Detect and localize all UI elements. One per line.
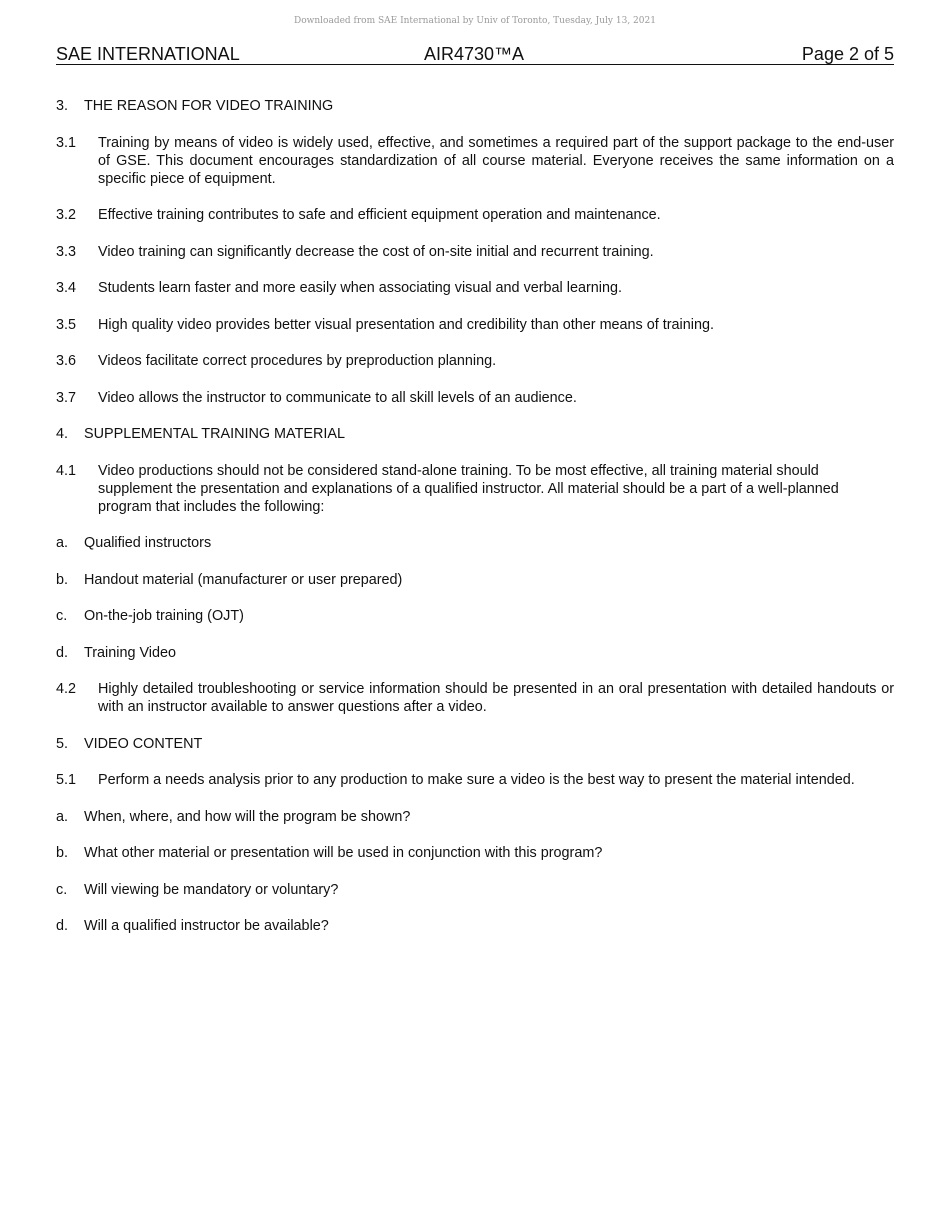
- section-heading: [56, 425, 894, 443]
- section-number: 3.: [56, 98, 69, 114]
- list-item-text: Will viewing be mandatory or voluntary?: [84, 881, 339, 898]
- list-item: [56, 808, 894, 826]
- paragraph-number: 3.6: [56, 353, 77, 369]
- list-item-letter: a.: [56, 808, 69, 825]
- paragraph-number: 3.7: [56, 389, 77, 406]
- paragraph-number: 3.1: [56, 134, 77, 151]
- paragraph-text: Videos facilitate correct procedures by preproduction planning.: [98, 353, 497, 369]
- paragraph-text: High quality video provides better visual presentation and credibility than other means of training.: [98, 316, 714, 333]
- list-item-text: On-the-job training (OJT): [84, 608, 244, 624]
- paragraph-number: 3.4: [56, 280, 77, 296]
- list-item-letter: c.: [56, 608, 68, 624]
- paragraph-text: Video productions should not be considered stand-alone training. To be most effective, all training material should supplement the presentation and explanations of a qualified instructor. All material should be a part of a well-planned program that includes the following:: [98, 462, 839, 515]
- paragraph-number: 3.2: [56, 207, 77, 223]
- list-item-text: Will a qualified instructor be available?: [84, 918, 329, 934]
- paragraph-number: 3.5: [56, 316, 77, 333]
- paragraph: [56, 462, 894, 516]
- list-item-text: When, where, and how will the program be shown?: [84, 808, 411, 825]
- list-item: [56, 917, 894, 935]
- paragraph: [56, 243, 894, 261]
- paragraph-text: Video allows the instructor to communicate to all skill levels of an audience.: [98, 389, 577, 406]
- section-heading: [56, 97, 894, 115]
- paragraph-number: 3.3: [56, 243, 77, 260]
- list-item-text: Handout material (manufacturer or user prepared): [84, 571, 403, 588]
- paragraph-text: Video training can significantly decrease the cost of on-site initial and recurrent training.: [98, 243, 654, 260]
- document-body: [56, 97, 894, 954]
- paragraph-text: Students learn faster and more easily when associating visual and verbal learning.: [98, 280, 622, 296]
- paragraph: [56, 316, 894, 334]
- paragraph: [56, 771, 894, 789]
- page-header: [56, 44, 894, 65]
- paragraph-text: Perform a needs analysis prior to any production to make sure a video is the best way to present the material intended.: [98, 772, 855, 788]
- paragraph: [56, 134, 894, 188]
- paragraph: [56, 352, 894, 370]
- paragraph-number: 4.2: [56, 681, 77, 697]
- header-page-number: Page 2 of 5: [801, 44, 894, 64]
- list-item-letter: d.: [56, 644, 69, 661]
- list-item: [56, 534, 894, 552]
- paragraph-number: 4.1: [56, 462, 77, 479]
- list-item: [56, 644, 894, 662]
- list-item-text: What other material or presentation will be used in conjunction with this program?: [84, 845, 603, 861]
- list-item-letter: a.: [56, 535, 69, 551]
- header-org: SAE INTERNATIONAL: [56, 44, 240, 64]
- list-item-letter: d.: [56, 918, 69, 934]
- paragraph-text: Effective training contributes to safe and efficient equipment operation and maintenance.: [98, 207, 661, 223]
- download-watermark: Downloaded from SAE International by Univ of Toronto, Tuesday, July 13, 2021: [294, 16, 656, 26]
- section-title: THE REASON FOR VIDEO TRAINING: [84, 98, 334, 114]
- section-number: 5.: [56, 735, 69, 752]
- paragraph: [56, 279, 894, 297]
- paragraph-number: 5.1: [56, 772, 77, 788]
- paragraph-text: Training by means of video is widely used, effective, and sometimes a required part of the support package to the end-user of GSE. This document encourages standardization of all course material. Everyone receives the same information on a specific piece of equipment.: [98, 134, 894, 187]
- header-doc-id: AIR4730™A: [424, 44, 525, 64]
- list-item: [56, 571, 894, 589]
- list-item-text: Training Video: [84, 644, 176, 661]
- paragraph: [56, 680, 894, 716]
- section-title: VIDEO CONTENT: [84, 735, 203, 752]
- list-item: [56, 607, 894, 625]
- section-heading: [56, 735, 894, 753]
- list-item-letter: c.: [56, 881, 68, 898]
- list-item-text: Qualified instructors: [84, 535, 212, 551]
- paragraph-text: Highly detailed troubleshooting or service information should be presented in an oral presentation with detailed handouts or with an instructor available to answer questions after a video.: [98, 681, 894, 715]
- paragraph: [56, 389, 894, 407]
- list-item: [56, 844, 894, 862]
- list-item-letter: b.: [56, 571, 69, 588]
- section-number: 4.: [56, 426, 69, 442]
- list-item: [56, 881, 894, 899]
- list-item-letter: b.: [56, 845, 69, 861]
- section-title: SUPPLEMENTAL TRAINING MATERIAL: [84, 426, 345, 442]
- paragraph: [56, 206, 894, 224]
